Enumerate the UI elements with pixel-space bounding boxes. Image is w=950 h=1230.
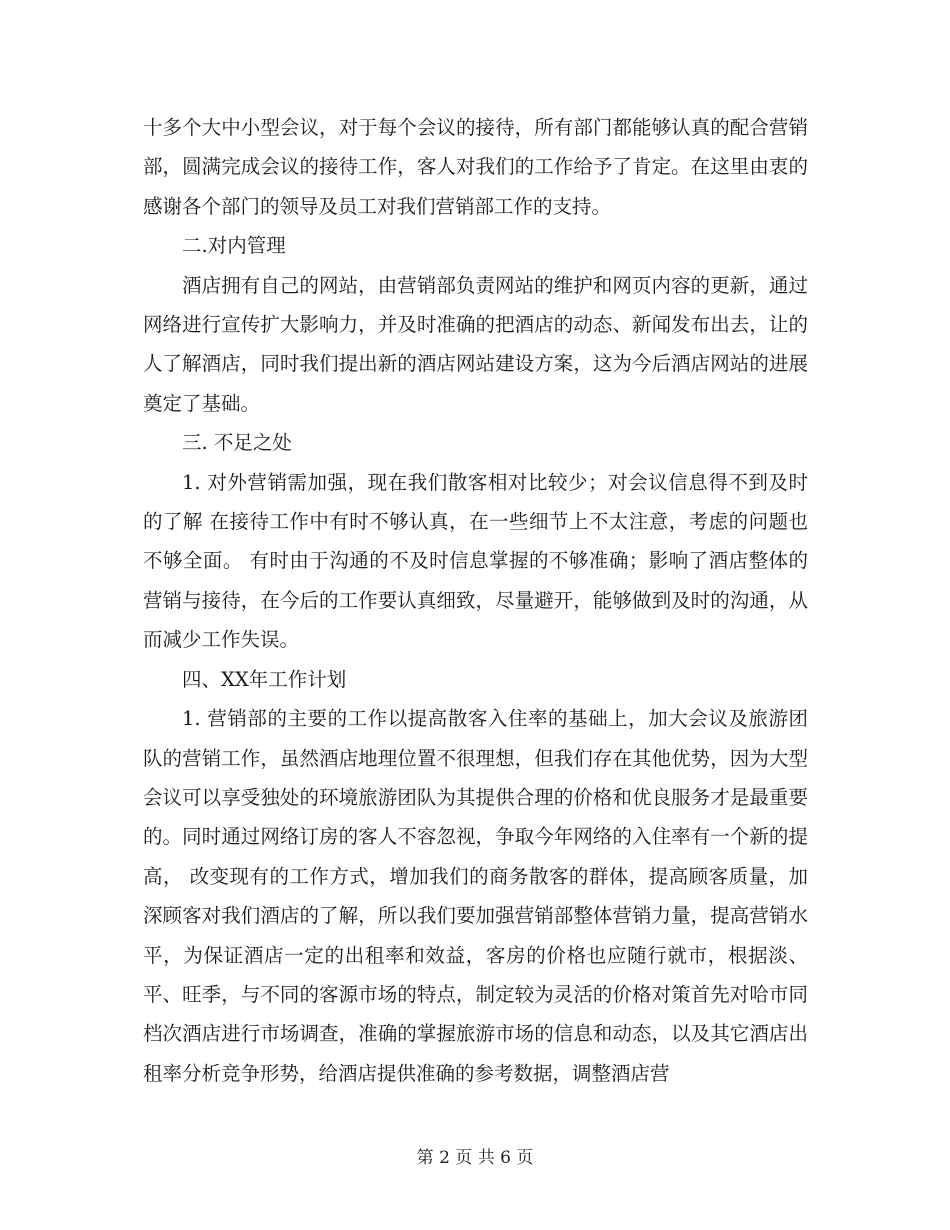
paragraph-website: 酒店拥有自己的网站，由营销部负责网站的维护和网页内容的更新，通过网络进行宣传扩大影响力，并及时准确的把酒店的动态、新闻发布出去，让的人了解酒店，同时我们提出新的酒店网站建设方案，这为今后酒店网站的进展奠定了基础。 — [143, 273, 808, 415]
paragraph-work-plan-1: 1. 营销部的主要的工作以提高散客入住率的基础上，加大会议及旅游团队的营销工作，虽然酒店地理位置不很理想，但我们存在其他优势，因为大型会议可以享受独处的环境旅游团队为其提供合理的价格和优良服务才是最重要的。同时通过网络订房的客人不容忽视，争取今年网络的入住率有一个新的提高， 改变现有的工作方式，增加我们的商务散客的群体，提高顾客质量，加深顾客对我们酒店的了解，所以我们要加强营销部整体营销力量，提高营销水平，为保证酒店一定的出租率和效益，客房的价格也应随行就市，根据淡、平、旺季，与不同的客源市场的特点，制定较为灵活的价格对策首先对哈市同档次酒店进行市场调查，准确的掌握旅游市场的信息和动态，以及其它酒店出租率分析竞争形势，给酒店提供准确的参考数据，调整酒店营 — [143, 707, 808, 1085]
heading-internal-management: 二.对内管理 — [182, 234, 286, 258]
paragraph-shortcomings-1: 1. 对外营销需加强，现在我们散客相对比较少；对会议信息得不到及时的了解 在接待工作中有时不够认真，在一些细节上不太注意，考虑的问题也不够全面。 有时由于沟通的不及时信息掌握的不够准确；影响了酒店整体的营销与接待，在今后的工作要认真细致，尽量避开，能够做到及时的沟通，从而减少工作失误。 — [143, 470, 808, 652]
heading-shortcomings: 三. 不足之处 — [182, 431, 292, 455]
paragraph-continuation: 十多个大中小型会议，对于每个会议的接待，所有部门都能够认真的配合营销部，圆满完成会议的接待工作，客人对我们的工作给予了肯定。在这里由衷的感谢各个部门的领导及员工对我们营销部工作的支持。 — [143, 116, 808, 218]
heading-work-plan: 四、XX年工作计划 — [182, 667, 347, 691]
page-footer: 第 2 页 共 6 页 — [416, 1148, 534, 1168]
body-text — [143, 108, 808, 1093]
